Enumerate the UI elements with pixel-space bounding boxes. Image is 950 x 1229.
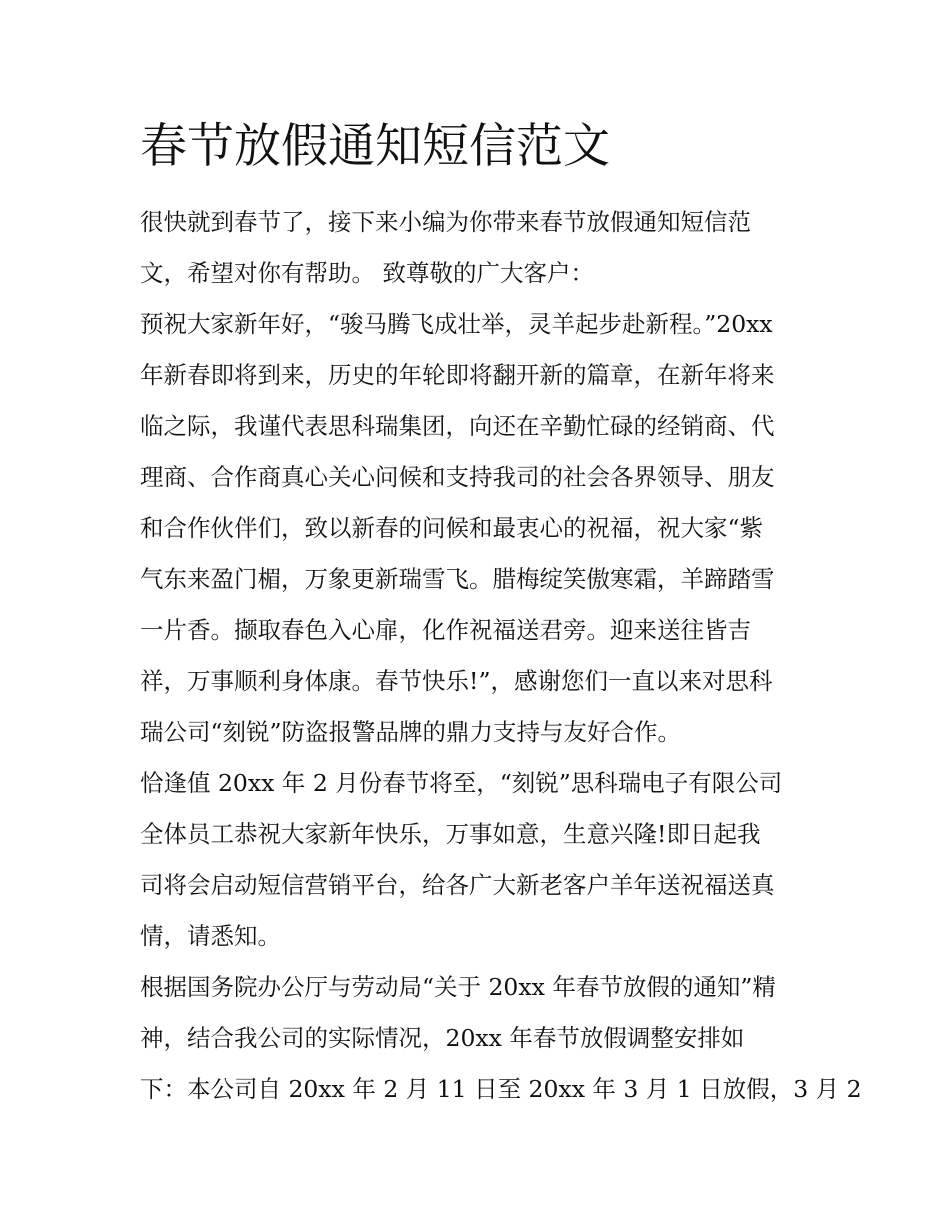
- body-line: 全体员工恭祝大家新年快乐，万事如意，生意兴隆!即日起我: [140, 820, 761, 848]
- body-line: 根据国务院办公厅与劳动局“关于 20xx 年春节放假的通知”精: [140, 973, 776, 1001]
- body-line: 和合作伙伴们，致以新春的问候和最衷心的祝福，祝大家“紫: [140, 514, 764, 542]
- document-title: 春节放假通知短信范文: [140, 119, 610, 174]
- body-line: 司将会启动短信营销平台，给各广大新老客户羊年送祝福送真: [140, 871, 775, 899]
- body-line: 一片香。撷取春色入心扉，化作祝福送君旁。迎来送往皆吉: [140, 616, 751, 644]
- body-line: 神，结合我公司的实际情况，20xx 年春节放假调整安排如: [140, 1024, 745, 1052]
- body-line: 文，希望对你有帮助。 致尊敬的广大客户：: [140, 259, 594, 287]
- body-line: 祥，万事顺利身体康。春节快乐!”，感谢您们一直以来对思科: [140, 667, 773, 695]
- body-line: 很快就到春节了，接下来小编为你带来春节放假通知短信范: [140, 208, 751, 236]
- body-line: 年新春即将到来，历史的年轮即将翻开新的篇章，在新年将来: [140, 361, 775, 389]
- body-line: 情，请悉知。: [140, 922, 281, 950]
- body-line: 气东来盈门楣，万象更新瑞雪飞。腊梅绽笑傲寒霜，羊蹄踏雪: [140, 565, 775, 593]
- body-line: 临之际，我谨代表思科瑞集团，向还在辛勤忙碌的经销商、代: [140, 412, 775, 440]
- body-line: 下：本公司自 20xx 年 2 月 11 日至 20xx 年 3 月 1 日放假，3 月 2: [140, 1075, 862, 1103]
- body-line: 预祝大家新年好，“骏马腾飞成壮举，灵羊起步赴新程。”20xx: [140, 310, 773, 338]
- body-line: 理商、合作商真心关心问候和支持我司的社会各界领导、朋友: [140, 463, 775, 491]
- body-line: 瑞公司“刻锐”防盗报警品牌的鼎力支持与友好合作。: [140, 718, 682, 746]
- body-line: 恰逢值 20xx 年 2 月份春节将至，“刻锐”思科瑞电子有限公司: [140, 769, 783, 797]
